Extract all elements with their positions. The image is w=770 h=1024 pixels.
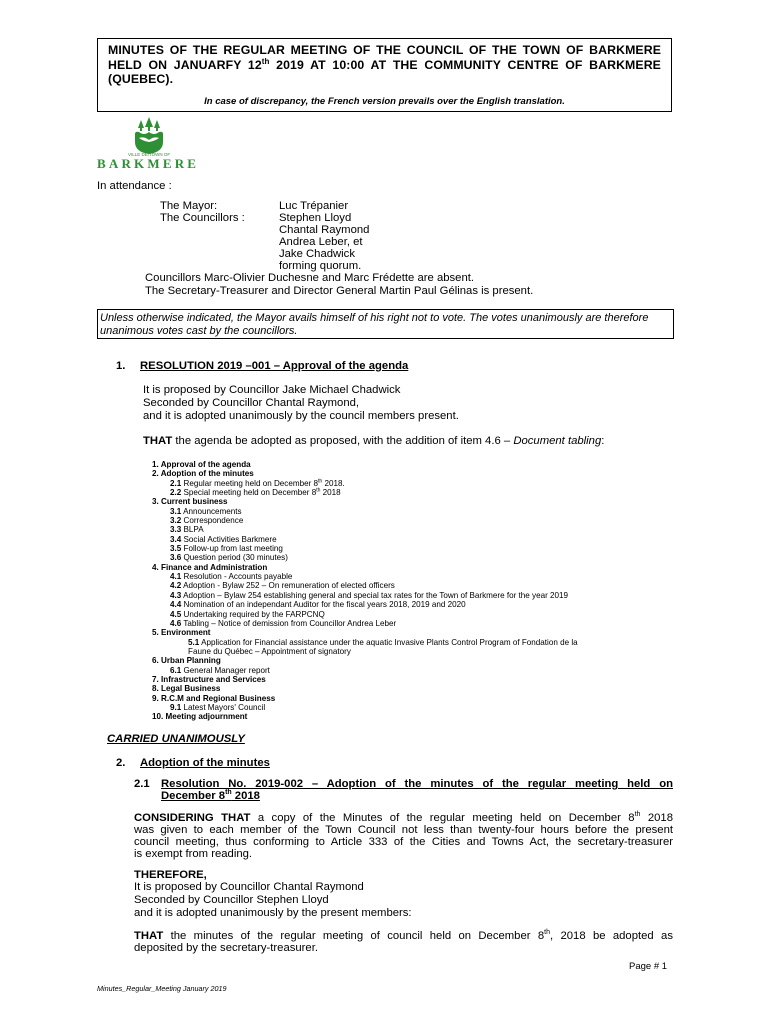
agenda-item-number: 2.1 [170,478,182,488]
agenda-item-number: 3.6 [170,553,182,563]
agenda-item-number: 3.4 [170,534,182,544]
adoption-line: and it is adopted unanimously by the present members: [134,907,412,919]
footer-filename: Minutes_Regular_Meeting January 2019 [97,984,227,993]
section-number: 1. [116,360,126,372]
agenda-item: Faune du Québec – Appointment of signatory [188,646,351,656]
considering-sup: th [634,811,641,819]
considering-line: council meeting, thus conforming to Article 333 of the Cities and Towns Act, the secretary-treasurer [134,836,673,848]
mayor-name: Luc Trépanier [279,200,349,212]
attendance-label: In attendance : [97,180,172,192]
that-bold: THAT [134,930,164,942]
that-text: the minutes of the regular meeting of council held on December 8 [163,930,545,942]
agenda-section: 5. Environment [152,628,211,638]
agenda-item: 3.3 BLPA [170,525,204,535]
proposer-line: It is proposed by Councillor Chantal Raymond [134,881,364,893]
heading-text: 2018 [231,790,260,802]
considering-line: was given to each member of the Town Council not less than twenty-four hours before the present [134,824,673,836]
translation-note: In case of discrepancy, the French version prevails over the English translation. [204,95,565,107]
agenda-item: 3.4 Social Activities Barkmere [170,534,277,544]
mayor-label: The Mayor: [160,200,218,212]
agenda-item-sup: th [318,478,323,484]
agenda-item: 4.2 Adoption - Bylaw 252 – On remuneration of elected officers [170,581,395,591]
agenda-item-number: 9.1 [170,702,182,712]
seconder-line: Seconded by Councillor Chantal Raymond, [143,397,360,409]
section-number: 2. [116,757,126,769]
agenda-item: 4.5 Undertaking required by the FARPCNQ [170,609,325,619]
agenda-item-number: 4.6 [170,618,182,628]
agenda-item-number: 3.2 [170,516,182,526]
agenda-item: 3.5 Follow-up from last meeting [170,544,283,554]
agenda-item-number: 4.1 [170,572,182,582]
agenda-item: 4.6 Tabling – Notice of demission from Councillor Andrea Leber [170,618,397,628]
agenda-item: 3.6 Question period (30 minutes) [170,553,288,563]
agenda-item: 3.1 Announcements [170,506,242,516]
agenda-section: 7. Infrastructure and Services [152,674,266,684]
heading-text: December 8 [161,790,226,802]
considering-text: a copy of the Minutes of the regular meeting held on December 8 [250,812,635,824]
section-heading: Adoption of the minutes [140,757,270,769]
seconder-line: Seconded by Councillor Stephen Lloyd [134,894,329,906]
considering-text: 2018 [640,812,673,824]
agenda-item: 4.1 Resolution - Accounts payable [170,572,293,582]
voting-note: Unless otherwise indicated, the Mayor avails himself of his right not to vote. The votes unanimously are therefore unanimous votes cast by the councillors. [97,309,674,339]
that-text: , 2018 be adopted as [549,930,673,942]
logo-wordmark: BARKMERE [97,156,200,171]
agenda-item-number: 4.5 [170,609,182,619]
adoption-line: and it is adopted unanimously by the council members present. [143,410,459,422]
title-sup: th [261,56,270,66]
page-number: Page # 1 [629,961,668,972]
quorum-text: forming quorum. [279,260,362,272]
section-heading: RESOLUTION 2019 –001 – Approval of the agenda [140,360,409,372]
agenda-item: 4.4 Nomination of an independant Auditor for the fiscal years 2018, 2019 and 2020 [170,600,466,610]
that-clause [134,930,673,943]
agenda-item: 5.1 Application for Financial assistance under the aquatic Invasive Plants Control Program of Fondation de la [188,637,578,647]
councillor-name: Chantal Raymond [279,224,370,236]
agenda-item-number: 3.3 [170,525,182,535]
carried-label: CARRIED UNANIMOUSLY [107,733,245,745]
agenda-item: 2.1 Regular meeting held on December 8th 2018. [170,478,345,488]
that-text: the agenda be adopted as proposed, with the addition of item 4.6 – [172,435,514,447]
considering-bold: CONSIDERING THAT [134,812,251,824]
councillor-name: Andrea Leber, et [279,236,363,248]
that-bold: THAT [143,435,173,447]
agenda-section: 6. Urban Planning [152,656,221,666]
considering-line: is exempt from reading. [134,848,253,860]
agenda-section: 10. Meeting adjournment [152,712,248,722]
agenda-item-number: 2.2 [170,488,182,498]
that-italic: Document tabling [513,435,602,447]
considering-line [134,812,673,825]
agenda-item-number: 4.3 [170,590,182,600]
agenda-list [152,460,578,722]
agenda-item: 9.1 Latest Mayors' Council [170,702,266,712]
agenda-section: 8. Legal Business [152,684,221,694]
agenda-item-number: 3.5 [170,544,182,554]
absent-text: Councillors Marc-Olivier Duchesne and Marc Frédette are absent. [145,272,474,284]
agenda-item: 3.2 Correspondence [170,516,244,526]
title-text: MINUTES OF THE REGULAR MEETING OF THE COUNCIL OF THE TOWN OF BARKMERE HELD ON JANUARFY 12 [108,43,661,72]
agenda-section: 1. Approval of the agenda [152,460,251,469]
agenda-section: 4. Finance and Administration [152,562,268,572]
agenda-item-number: 4.4 [170,600,182,610]
document-title [108,43,661,87]
subsection-number: 2.1 [134,778,150,790]
agenda-item: 2.2 Special meeting held on December 8th 2018 [170,487,341,498]
present-text: The Secretary-Treasurer and Director General Martin Paul Gélinas is present. [145,285,534,297]
proposer-line: It is proposed by Councillor Jake Michael Chadwick [143,384,401,396]
title-text-end: 2019 AT 10:00 AT THE COMMUNITY CENTRE OF BARKMERE (QUEBEC). [108,57,661,86]
councillor-name: Stephen Lloyd [279,212,352,224]
that-clause-end: deposited by the secretary-treasurer. [134,942,318,954]
that-sup: th [544,929,550,937]
agenda-item: 4.3 Adoption – Bylaw 254 establishing general and special tax rates for the Town of Barkmere for the year 2019 [170,590,569,600]
agenda-section: 9. R.C.M and Regional Business [152,693,276,703]
heading-sup: th [225,789,232,797]
agenda-item-sup: th [316,487,321,494]
agenda-item: 6.1 General Manager report [170,665,270,675]
agenda-item-number: 3.1 [170,506,182,516]
agenda-item-number: 4.2 [170,581,182,591]
subsection-heading: Resolution No. 2019-002 – Adoption of the minutes of the regular meeting held on [161,778,673,790]
councillor-name: Jake Chadwick [279,248,355,260]
therefore-label: THEREFORE, [134,869,207,881]
title-box [97,38,672,112]
councillors-label: The Councillors : [160,212,245,224]
subsection-heading-end [161,790,260,803]
agenda-item-number: 6.1 [170,665,182,675]
logo-small-text: VILLE DE/TOWN OF [128,152,171,157]
that-clause [143,435,604,448]
agenda-section: 3. Current business [152,497,228,507]
that-end: : [601,435,605,447]
agenda-section: 2. Adoption of the minutes [152,469,254,479]
agenda-item-number: 5.1 [188,637,200,647]
